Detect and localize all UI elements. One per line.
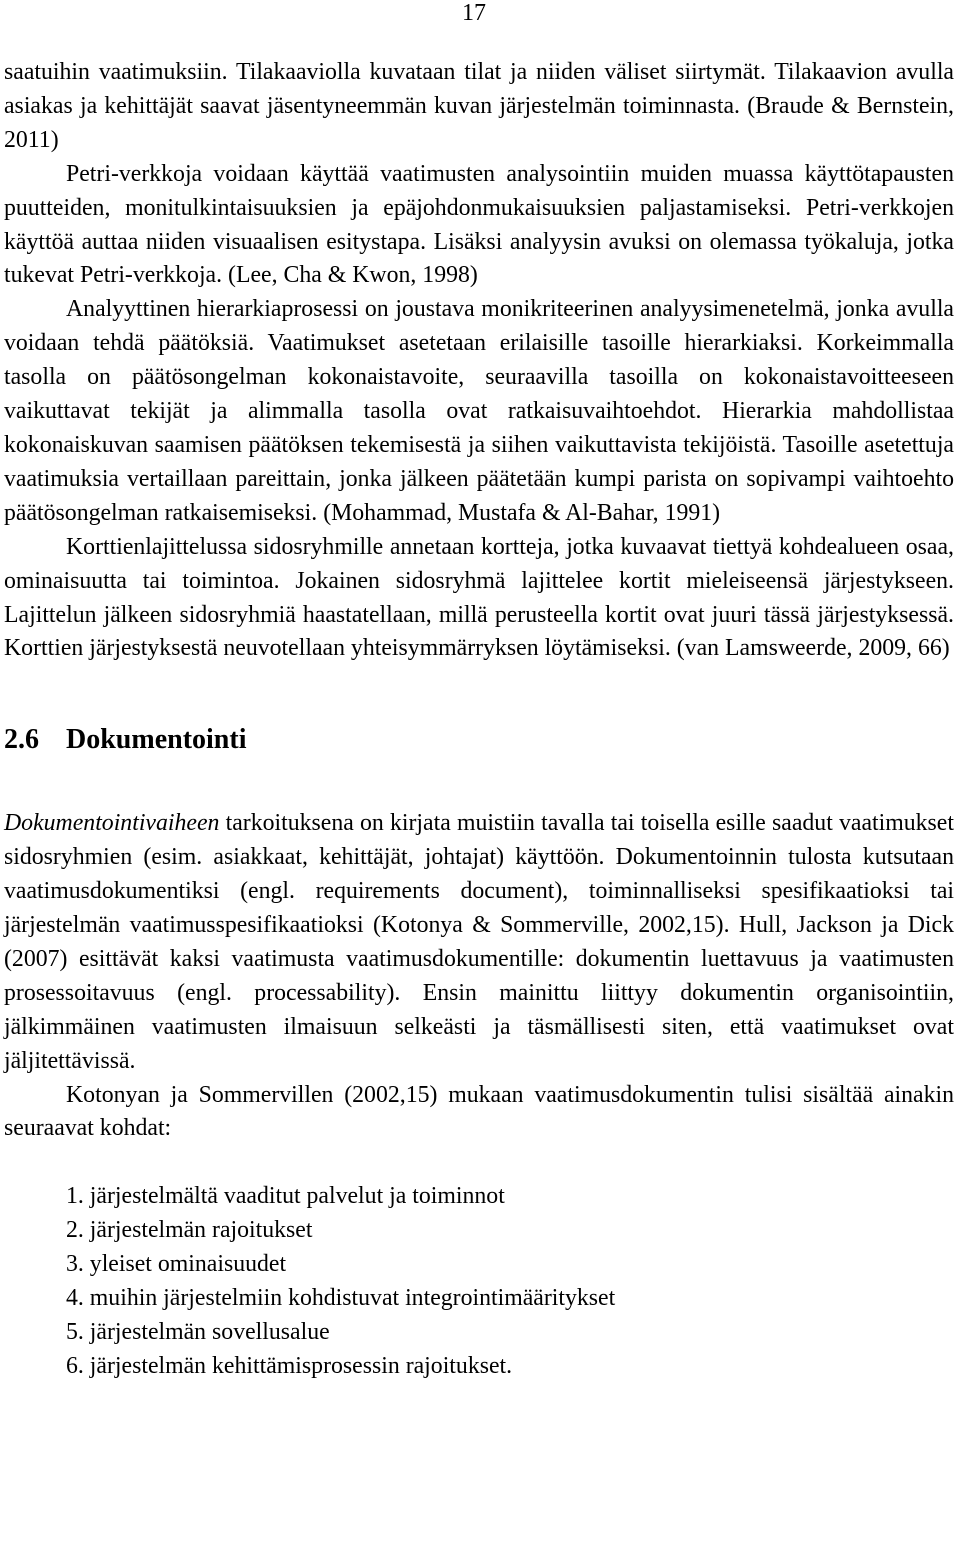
body-text [4, 56, 954, 1384]
section-heading [4, 722, 954, 758]
section-title: Dokumentointi [66, 724, 247, 756]
list-item: 6. järjestelmän kehittämisprosessin rajoitukset. [66, 1352, 513, 1379]
list-item: 2. järjestelmän rajoitukset [66, 1217, 313, 1244]
paragraph-petri-nets: Petri-verkkoja voidaan käyttää vaatimusten analysointiin muiden muassa käyttötapausten puutteiden, monitulkintaisuuksien ja epäjohdonmukaisuuksien paljastamiseksi. Petri-verkkojen käyttöä auttaa niiden visuaalisen esitystapa. Lisäksi analyysin avuksi on olemassa työkaluja, jotka tukevat Petri-verkkoja. (Lee, Cha & Kwon, 1998) [4, 160, 954, 289]
list-item: 4. muihin järjestelmiin kohdistuvat integrointimääritykset [66, 1285, 616, 1312]
paragraph-card-sorting: Korttienlajittelussa sidosryhmille annetaan kortteja, jotka kuvaavat tiettyä kohdealueen osaa, ominaisuutta tai toimintoa. Jokainen sidosryhmä lajittelee kortit mieleiseensä järjestykseen. Lajittelun jälkeen sidosryhmiä haastatellaan, millä perusteella kortit ovat juuri tässä järjestyksessä. Korttien järjestyksestä neuvotellaan yhteisymmärryksen löytämiseksi. (van Lamsweerde, 2009, 66) [4, 533, 954, 662]
paragraph-ahp: Analyyttinen hierarkiaprosessi on joustava monikriteerinen analyysimenetelmä, jonka avulla voidaan tehdä päätöksiä. Vaatimukset asetetaan erilaisille tasoille hierarkiaksi. Korkeimmalla tasolla on päätösongelman kokonaistavoite, seuraavilla tasoilla on kokonaistavoitteeseen vaikuttavat tekijät ja alimmalla tasolla ovat ratkaisuvaihtoehdot. Hierarkia mahdollistaa kokonaiskuvan saamisen päätöksen tekemisestä ja siihen vaikuttavista tekijöistä. Tasoille asetettuja vaatimuksia vertaillaan pareittain, jonka jälkeen päätetään kumpi parista on sopivampi vaihtoehto päätösongelman ratkaisemiseksi. (Mohammad, Mustafa & Al-Bahar, 1991) [4, 296, 954, 526]
requirements-list [4, 1180, 954, 1383]
paragraph-kotonya: Kotonyan ja Sommervillen (2002,15) mukaan vaatimusdokumentin tulisi sisältää ainakin seuraavat kohdat: [4, 1081, 954, 1142]
paragraph-statechart: saatuihin vaatimuksiin. Tilakaaviolla kuvataan tilat ja niiden väliset siirtymät. Tilakaavion avulla asiakas ja kehittäjät saavat jäsentyneemmän kuvan järjestelmän toiminnasta. (Braude & Bernstein, 2011) [4, 59, 954, 153]
paragraph-documentation-rest: tarkoituksena on kirjata muistiin tavalla tai toisella esille saadut vaatimukset sidosryhmien (esim. asiakkaat, kehittäjät, johtajat) käyttöön. Dokumentoinnin tulosta kutsutaan vaatimusdokumentiksi (engl. requirements document), toiminnalliseksi spesifikaatioksi tai järjestelmän vaatimusspesifikaatioksi (Kotonya & Sommerville, 2002,15). Hull, Jackson ja Dick (2007) esittävät kaksi vaatimusta vaatimusdokumentille: dokumentin luettavuus ja vaatimusten prosessoitavuus (engl. processability). Ensin mainittu liittyy dokumentin organisointiin, jälkimmäinen vaatimusten ilmaisuun selkeästi ja täsmällisesti siten, että vaatimukset ovat jäljitettävissä. [4, 810, 954, 1074]
section-number: 2.6 [4, 724, 39, 756]
page-number: 17 [462, 0, 486, 26]
paragraph-documentation [4, 807, 954, 1078]
list-item: 3. yleiset ominaisuudet [66, 1251, 287, 1278]
list-item: 1. järjestelmältä vaaditut palvelut ja toiminnot [66, 1183, 505, 1210]
italic-term: Dokumentointivaiheen [4, 810, 220, 837]
list-item: 5. järjestelmän sovellusalue [66, 1319, 330, 1345]
